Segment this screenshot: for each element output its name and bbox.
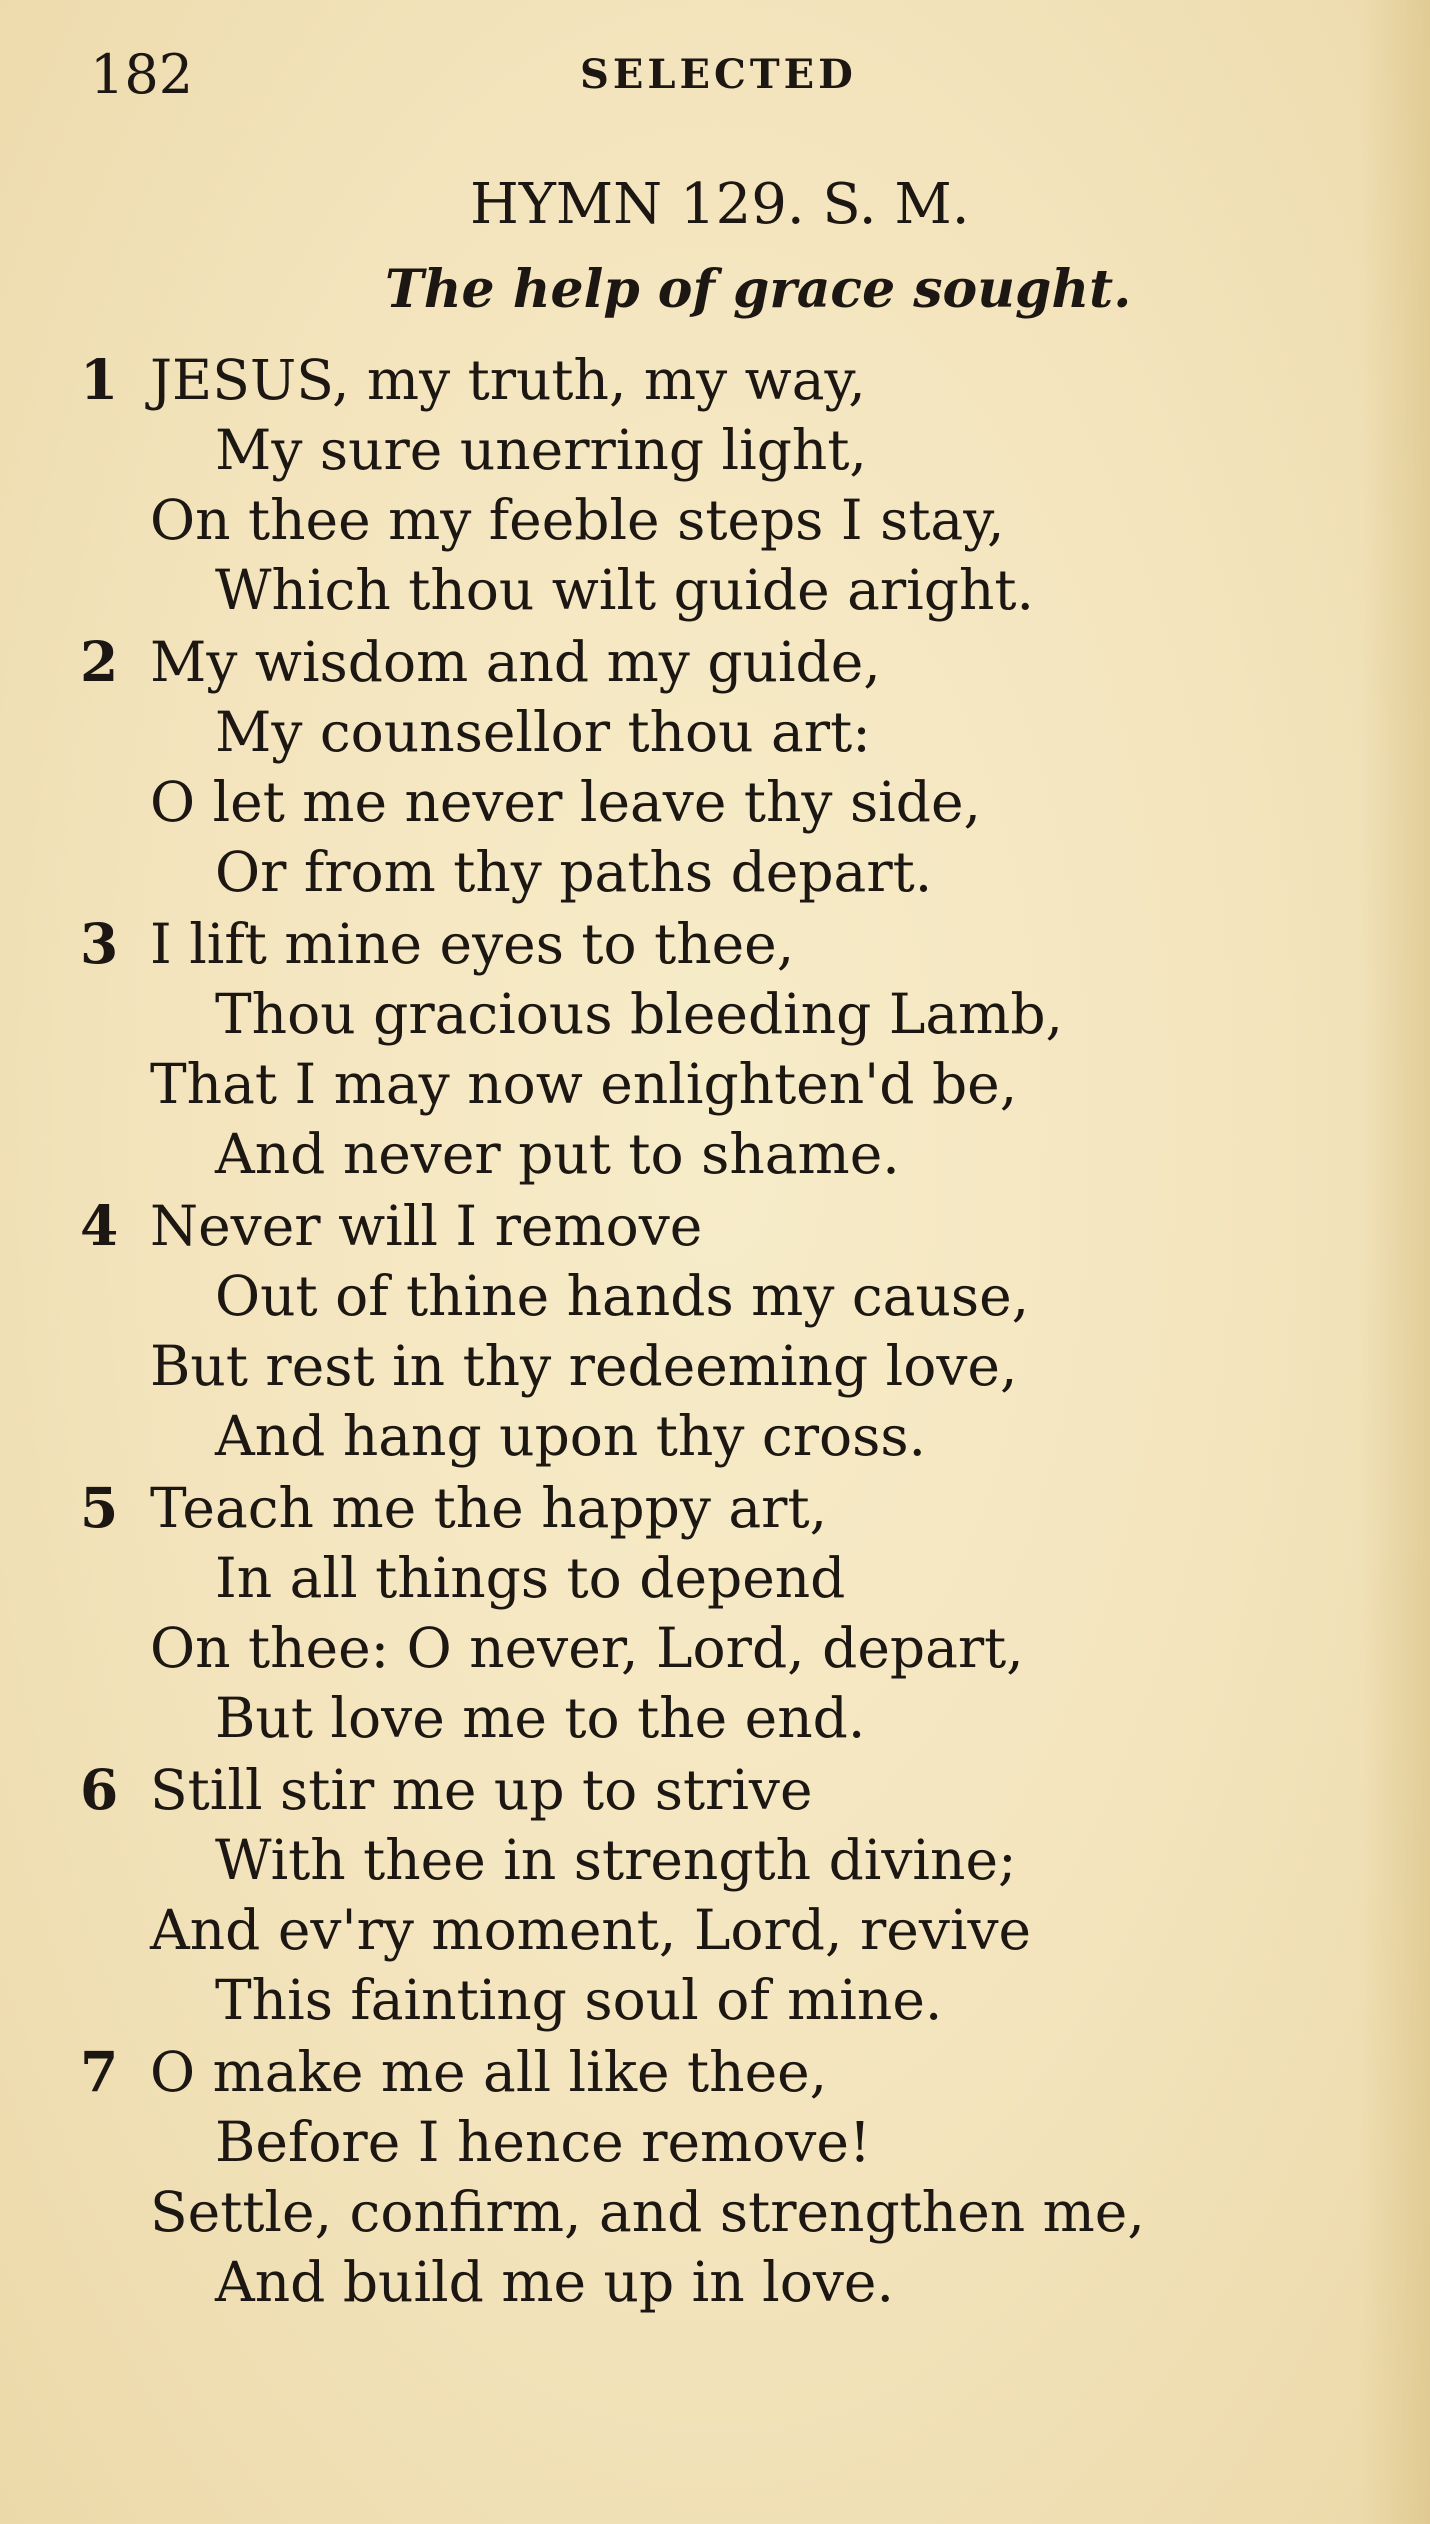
hymn-title: HYMN 129. S. M. <box>470 172 970 237</box>
verse-line: Teach me the happy art, <box>150 1476 828 1540</box>
verse-line: On thee: O never, Lord, depart, <box>150 1616 1024 1680</box>
verse-line: My counsellor thou art: <box>215 700 871 764</box>
verse-line: On thee my feeble steps I stay, <box>150 488 1005 552</box>
page-header <box>90 40 1090 110</box>
verse-line: But rest in thy redeeming love, <box>150 1334 1018 1398</box>
verse-line: Thou gracious bleeding Lamb, <box>215 982 1064 1046</box>
verse-line: Before I hence remove! <box>215 2110 872 2174</box>
verse-line: My wisdom and my guide, <box>150 630 881 694</box>
verse-line: Never will I remove <box>150 1194 703 1258</box>
verse-line: My sure unerring light, <box>215 418 867 482</box>
verse-number: 7 <box>80 2039 119 2104</box>
verse-line: And never put to shame. <box>215 1122 900 1186</box>
verse-number: 4 <box>80 1193 119 1258</box>
verse-line: But love me to the end. <box>215 1686 866 1750</box>
verse-line: JESUS, my truth, my way, <box>150 348 866 412</box>
verse-4 <box>80 1191 1120 1473</box>
verse-line: And hang upon thy cross. <box>215 1404 927 1468</box>
verse-line: Or from thy paths depart. <box>215 840 933 904</box>
verse-number: 3 <box>80 911 119 976</box>
verse-line: Which thou wilt guide aright. <box>215 558 1034 622</box>
verse-line: O make me all like thee, <box>150 2040 828 2104</box>
verse-5 <box>80 1473 1120 1755</box>
verse-3 <box>80 909 1120 1191</box>
verse-line: That I may now enlighten'd be, <box>150 1052 1018 1116</box>
verse-line: This fainting soul of mine. <box>215 1968 943 2032</box>
verse-number: 5 <box>80 1475 119 1540</box>
verse-1 <box>80 345 1120 627</box>
verse-line: And build me up in love. <box>215 2250 894 2314</box>
verse-line: In all things to depend <box>215 1546 846 1610</box>
verse-6 <box>80 1755 1120 2037</box>
verse-line: And ev'ry moment, Lord, revive <box>150 1898 1032 1962</box>
page-edge-shading <box>1360 0 1430 2524</box>
verse-2 <box>80 627 1120 909</box>
verse-number: 1 <box>80 347 119 412</box>
verse-list <box>80 345 1145 2319</box>
verse-line: O let me never leave thy side, <box>150 770 982 834</box>
verse-number: 6 <box>80 1757 119 1822</box>
verse-number: 2 <box>80 629 119 694</box>
verse-line: I lift mine eyes to thee, <box>150 912 795 976</box>
verse-line: Out of thine hands my cause, <box>215 1264 1030 1328</box>
verse-line: With thee in strength divine; <box>215 1828 1017 1892</box>
hymn-subtitle: The help of grace sought. <box>385 259 1132 320</box>
verse-line: Still stir me up to strive <box>150 1758 813 1822</box>
running-head: SELECTED <box>580 51 857 98</box>
verse-line: Settle, confirm, and strengthen me, <box>150 2180 1145 2244</box>
page-number: 182 <box>90 43 194 106</box>
verse-7 <box>80 2037 1145 2319</box>
